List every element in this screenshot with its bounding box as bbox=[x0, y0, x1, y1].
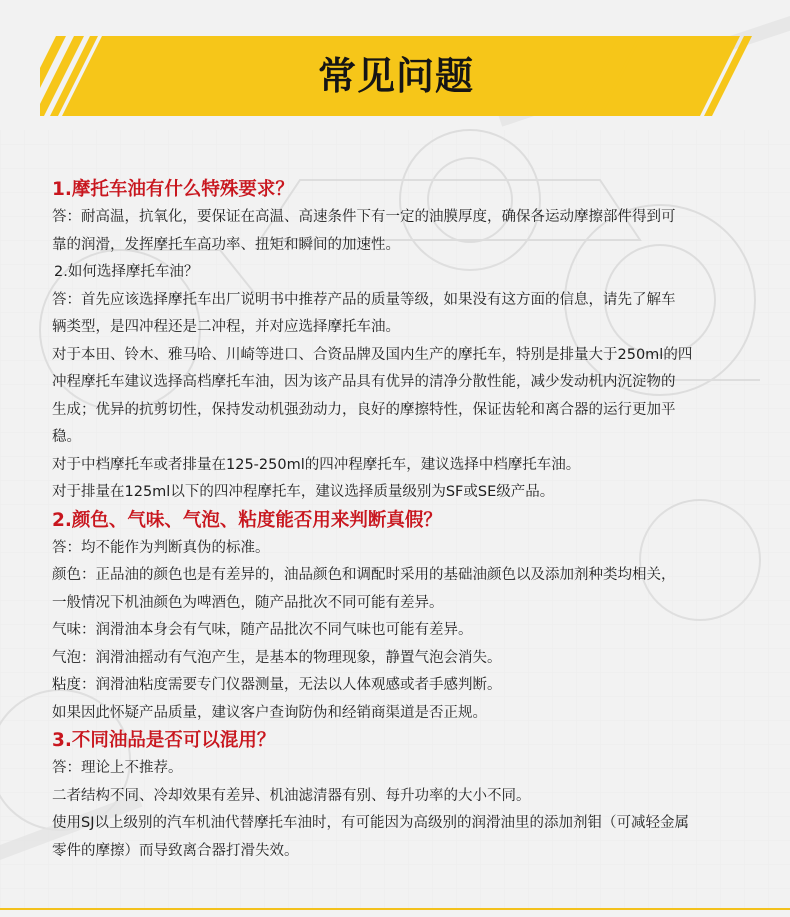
faq-question-title: 2.颜色、气味、气泡、粘度能否用来判断真假？ bbox=[52, 509, 442, 531]
faq-item-2 bbox=[52, 507, 770, 728]
faq-item-3 bbox=[52, 727, 770, 865]
faq-answer-line: 靠的润滑，发挥摩托车高功率、扭矩和瞬间的加速性。 bbox=[52, 236, 400, 253]
faq-answer-line: 零件的摩擦）而导致离合器打滑失效。 bbox=[52, 842, 299, 859]
faq-item-1 bbox=[52, 176, 770, 507]
faq-answer-line: 颜色：正品油的颜色也是有差异的，油品颜色和调配时采用的基础油颜色以及添加剂种类均相关， bbox=[52, 567, 676, 583]
faq-answer-line: 二者结构不同、冷却效果有差异、机油滤清器有别、每升功率的大小不同。 bbox=[52, 787, 531, 804]
faq-answer-line: 对于排量在125ml以下的四冲程摩托车，建议选择质量级别为SF或SE级产品。 bbox=[52, 484, 555, 500]
faq-answer-line: 生成；优异的抗剪切性，保持发动机强劲动力，良好的摩擦特性，保证齿轮和离合器的运行更加平 bbox=[52, 401, 676, 418]
faq-answer-line: 一般情况下机油颜色为啤酒色，随产品批次不同可能有差异。 bbox=[52, 594, 444, 611]
faq-answer-line: 答：首先应该选择摩托车出厂说明书中推荐产品的质量等级，如果没有这方面的信息，请先了解车 bbox=[52, 291, 676, 308]
faq-answer-line: 答：理论上不推荐。 bbox=[52, 760, 183, 776]
faq-content bbox=[52, 176, 770, 865]
faq-answer-line: 冲程摩托车建议选择高档摩托车油，因为该产品具有优异的清净分散性能，减少发动机内沉淀物的 bbox=[52, 374, 676, 390]
faq-answer-line: 辆类型，是四冲程还是二冲程，并对应选择摩托车油。 bbox=[52, 319, 400, 335]
faq-question-title: 3.不同油品是否可以混用？ bbox=[52, 730, 276, 751]
faq-answer-line: 对于本田、铃木、雅马哈、川崎等进口、合资品牌及国内生产的摩托车，特别是排量大于250ml的四 bbox=[52, 346, 693, 363]
header-banner bbox=[40, 36, 752, 116]
faq-answer-line: 粘度：润滑油粘度需要专门仪器测量，无法以人体观感或者手感判断。 bbox=[52, 677, 502, 693]
faq-answer-line: 答：耐高温，抗氧化，要保证在高温、高速条件下有一定的油膜厚度，确保各运动摩擦部件得到可 bbox=[52, 209, 676, 225]
faq-answer-line: 使用SJ以上级别的汽车机油代替摩托车油时，有可能因为高级别的润滑油里的添加剂钼（可减轻金属 bbox=[52, 815, 689, 831]
faq-answer-line: 稳。 bbox=[52, 429, 81, 445]
faq-answer-line: 答：均不能作为判断真伪的标准。 bbox=[52, 539, 270, 556]
faq-answer-line: 气泡：润滑油摇动有气泡产生，是基本的物理现象，静置气泡会消失。 bbox=[52, 649, 502, 666]
faq-question-title: 1.摩托车油有什么特殊要求？ bbox=[52, 179, 294, 200]
faq-answer-line: 如果因此怀疑产品质量，建议客户查询防伪和经销商渠道是否正规。 bbox=[52, 704, 487, 721]
bottom-divider bbox=[0, 908, 790, 910]
faq-answer-line: 气味：润滑油本身会有气味，随产品批次不同气味也可能有差异。 bbox=[52, 622, 473, 638]
page-title: 常见问题 bbox=[317, 54, 474, 98]
faq-answer-line: 对于中档摩托车或者排量在125-250ml的四冲程摩托车，建议选择中档摩托车油。 bbox=[52, 456, 581, 473]
faq-sub-question: 2.如何选择摩托车油？ bbox=[54, 264, 199, 280]
